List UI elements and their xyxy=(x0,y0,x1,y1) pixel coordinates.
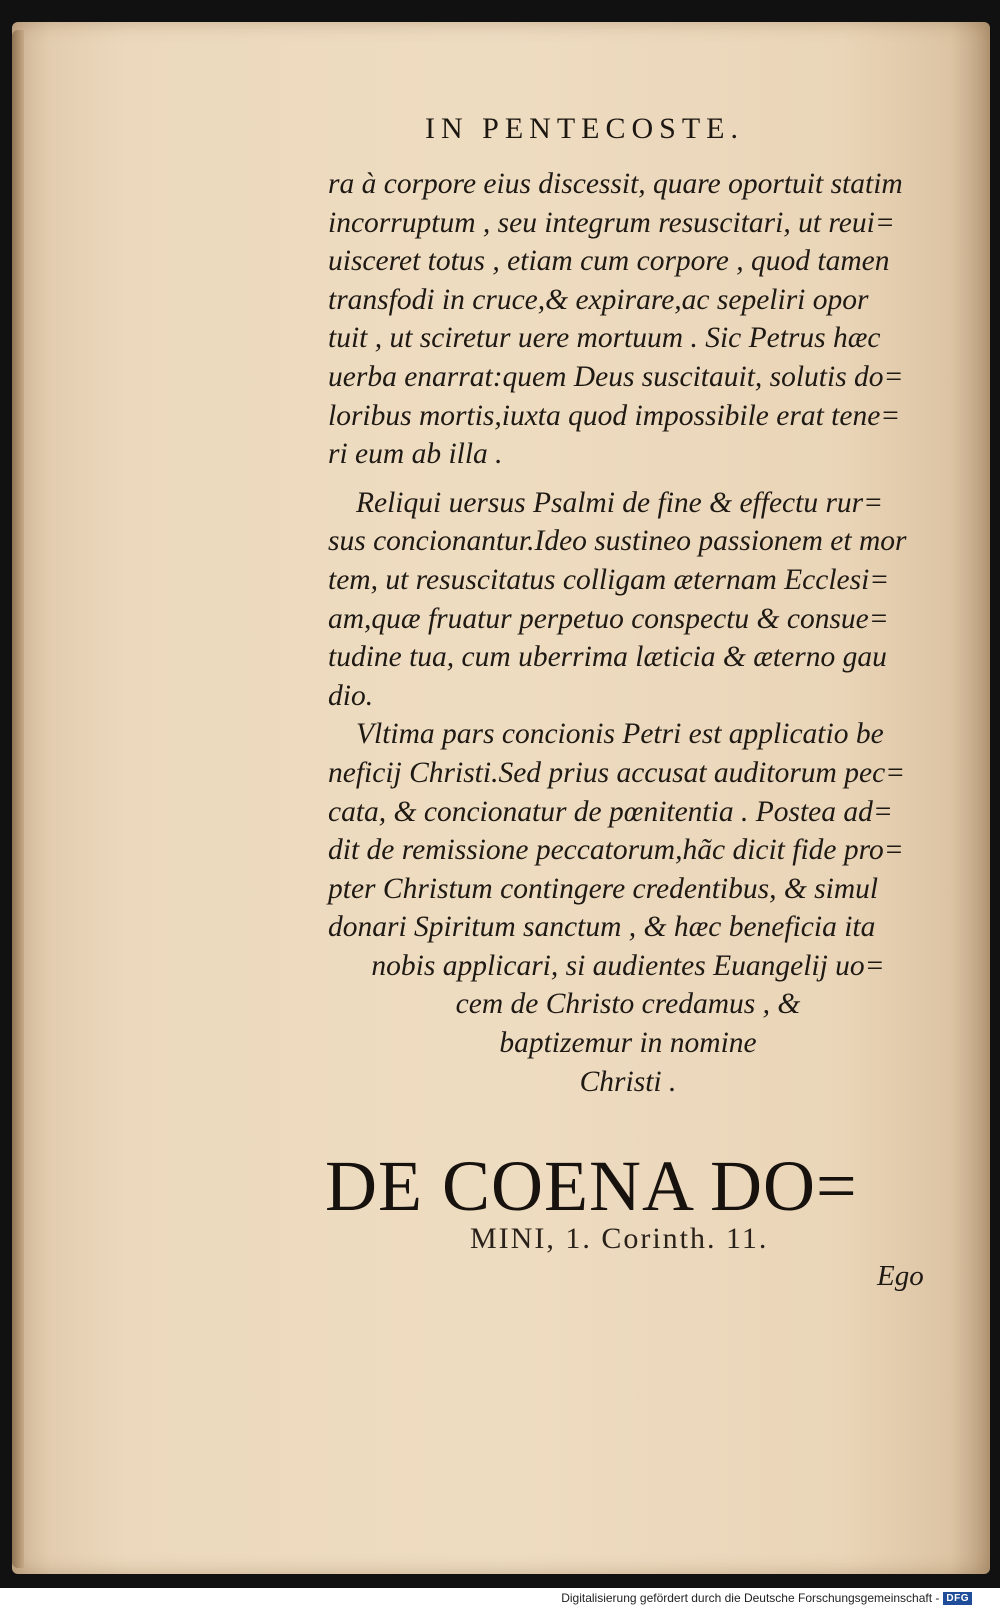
running-head: IN PENTECOSTE. xyxy=(425,112,744,145)
text-line: am,quæ fruatur perpetuo conspectu & consue= xyxy=(328,602,889,635)
text-line: donari Spiritum sanctum , & hæc beneficia ita xyxy=(328,911,876,944)
section-subheading: MINI, 1. Corinth. 11. xyxy=(470,1222,769,1255)
paragraph-3 xyxy=(328,715,968,947)
text-line: cata, & concionatur de pœnitentia . Postea ad= xyxy=(328,795,893,828)
body-text xyxy=(328,165,968,1101)
text-line: neficij Christi.Sed prius accusat auditorum pec= xyxy=(328,756,906,789)
text-line: Vltima pars concionis Petri est applicatio be xyxy=(356,718,884,751)
dfg-logo-icon: DFG xyxy=(943,1592,972,1605)
footer-text: Digitalisierung gefördert durch die Deutsche Forschungsgemeinschaft - xyxy=(561,1591,940,1605)
text-line: tem, ut resuscitatus colligam æternam Ecclesi= xyxy=(328,563,890,596)
paragraph-1 xyxy=(328,165,968,474)
paragraph-taper xyxy=(328,947,968,1101)
text-line: tuit , ut sciretur uere mortuum . Sic Petrus hæc xyxy=(328,322,881,355)
section-heading: DE COENA DO= xyxy=(325,1146,858,1226)
text-line: uisceret totus , etiam cum corpore , quod tamen xyxy=(328,245,890,278)
text-line: loribus mortis,iuxta quod impossibile erat tene= xyxy=(328,399,901,432)
text-line: transfodi in cruce,& expirare,ac sepeliri opor xyxy=(328,283,869,316)
text-line: pter Christum contingere credentibus, & simul xyxy=(328,872,879,905)
text-line: cem de Christo credamus , & xyxy=(455,988,801,1021)
text-line: tudine tua, cum uberrima læticia & æterno gau xyxy=(328,641,887,674)
text-line: baptizemur in nomine xyxy=(499,1027,757,1060)
text-line: ri eum ab illa . xyxy=(328,438,503,471)
text-line: incorruptum , seu integrum resuscitari, ut reui= xyxy=(328,206,895,239)
text-line: Reliqui uersus Psalmi de fine & effectu rur= xyxy=(356,486,884,519)
paragraph-2 xyxy=(328,484,968,716)
text-line: uerba enarrat:quem Deus suscitauit, solutis do= xyxy=(328,360,904,393)
text-line: dio. xyxy=(328,679,374,712)
digitization-footer xyxy=(561,1591,972,1605)
text-line: sus concionantur.Ideo sustineo passionem et mor xyxy=(328,525,907,558)
page-edge xyxy=(12,30,24,1568)
text-line: Christi . xyxy=(579,1065,677,1098)
text-line: nobis applicari, si audientes Euangelij uo= xyxy=(371,949,885,982)
catchword: Ego xyxy=(877,1260,924,1292)
text-line: ra à corpore eius discessit, quare oportuit statim xyxy=(328,168,903,200)
text-line: dit de remissione peccatorum,hãc dicit fide pro= xyxy=(328,834,904,867)
